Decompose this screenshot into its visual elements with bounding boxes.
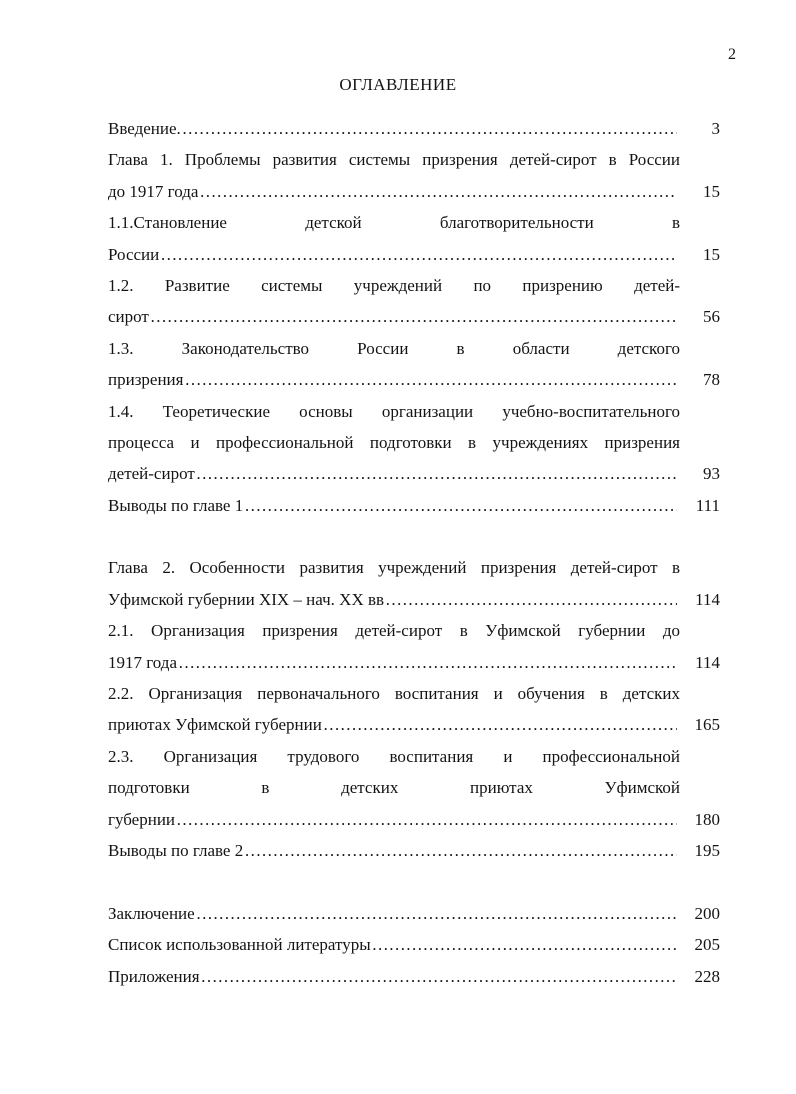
toc-entry-label: подготовки в детских приютах Уфимской (108, 778, 680, 798)
dot-leader (244, 835, 677, 866)
toc-section-1-3-cont[interactable] (108, 364, 720, 395)
dot-leader (244, 490, 677, 521)
toc-page-number: 114 (695, 652, 720, 672)
dot-leader (323, 709, 677, 740)
toc-chapter-1-conclusions[interactable] (108, 490, 720, 521)
toc-section-1-4-cont[interactable] (108, 427, 720, 458)
toc-chapter-2-title[interactable] (108, 552, 720, 583)
toc-section-2-2-cont[interactable] (108, 709, 720, 740)
toc-section-2-3-cont2[interactable] (108, 804, 720, 835)
toc-entry-label: Выводы по главе 1 (108, 495, 244, 515)
dot-leader (196, 458, 677, 489)
toc-page-number: 205 (694, 935, 720, 955)
dot-leader (160, 239, 677, 270)
toc-entry-label: 1.3. Законодательство России в области детского (108, 338, 680, 358)
toc-entry-label: Выводы по главе 2 (108, 840, 244, 860)
toc-chapter-2-conclusions[interactable] (108, 835, 720, 866)
toc-page-number: 3 (711, 119, 720, 138)
dot-leader (199, 176, 677, 207)
dot-leader (196, 898, 677, 929)
page-number: 2 (728, 46, 736, 63)
dot-leader (176, 804, 677, 835)
toc-chapter-1-title-cont[interactable] (108, 176, 720, 207)
toc-page-number: 165 (694, 715, 720, 735)
toc-section-1-2[interactable] (108, 270, 720, 301)
table-of-contents (108, 113, 720, 992)
toc-entry-label: 1917 года (108, 652, 178, 672)
toc-entry-label: до 1917 года (108, 181, 199, 201)
toc-entry-label: Заключение (108, 903, 195, 923)
toc-entry-label: 2.1. Организация призрения детей-сирот в Уфимской губернии до (108, 621, 680, 641)
page-title: ОГЛАВЛЕНИЕ (339, 75, 457, 94)
toc-chapter-1-title[interactable] (108, 144, 720, 175)
toc-page-number: 200 (694, 903, 720, 923)
toc-page-number: 93 (703, 464, 720, 484)
toc-entry-label: Уфимской губернии XIX – нач. XX вв (108, 589, 385, 609)
spacer (108, 866, 720, 897)
toc-section-2-3-cont[interactable] (108, 772, 720, 803)
toc-section-2-2[interactable] (108, 678, 720, 709)
toc-entry-intro[interactable] (108, 113, 720, 144)
toc-entry-label: России (108, 244, 160, 264)
toc-entry-label: детей-сирот (108, 464, 195, 484)
toc-page-number: 228 (694, 966, 720, 986)
toc-entry-label: призрения (108, 370, 184, 390)
dot-leader (184, 364, 677, 395)
toc-entry-label: губернии (108, 809, 176, 829)
toc-entry-label: 1.2. Развитие системы учреждений по призрению детей- (108, 275, 680, 295)
toc-section-2-1-cont[interactable] (108, 647, 720, 678)
toc-page-number: 180 (694, 809, 720, 829)
toc-section-1-1-cont[interactable] (108, 239, 720, 270)
toc-entry-label: 1.1.Становление детской благотворительности в (108, 213, 680, 233)
toc-section-2-3[interactable] (108, 741, 720, 772)
toc-entry-label: Введение. (108, 119, 181, 138)
dot-leader (372, 929, 677, 960)
toc-entry-label: Глава 1. Проблемы развития системы призрения детей-сирот в России (108, 150, 680, 170)
dot-leader (385, 584, 677, 615)
toc-entry-label: процесса и профессиональной подготовки в учреждениях призрения (108, 432, 680, 452)
toc-page-number: 111 (695, 495, 720, 515)
toc-entry-label: приютах Уфимской губернии (108, 715, 322, 735)
dot-leader (201, 961, 677, 992)
toc-entry-conclusion[interactable] (108, 898, 720, 929)
toc-page-number: 15 (703, 181, 720, 201)
dot-leader (150, 301, 677, 332)
toc-page-number: 56 (703, 307, 720, 327)
toc-entry-label: 2.2. Организация первоначального воспитания и обучения в детских (108, 684, 680, 704)
toc-entry-label: Список использованной литературы (108, 935, 371, 955)
toc-entry-label: сирот (108, 307, 149, 327)
toc-entry-label: 2.3. Организация трудового воспитания и профессиональной (108, 746, 680, 766)
toc-chapter-2-title-cont[interactable] (108, 584, 720, 615)
toc-entry-label: 1.4. Теоретические основы организации учебно-воспитательного (108, 401, 680, 421)
toc-section-1-1[interactable] (108, 207, 720, 238)
toc-section-1-4[interactable] (108, 396, 720, 427)
toc-section-1-3[interactable] (108, 333, 720, 364)
toc-page-number: 114 (695, 589, 720, 609)
toc-page-number: 195 (694, 840, 720, 860)
toc-entry-label: Приложения (108, 966, 200, 986)
toc-page-number: 15 (703, 244, 720, 264)
toc-section-2-1[interactable] (108, 615, 720, 646)
toc-section-1-2-cont[interactable] (108, 301, 720, 332)
toc-entry-label: Глава 2. Особенности развития учреждений призрения детей-сирот в (108, 558, 680, 578)
toc-entry-references[interactable] (108, 929, 720, 960)
dot-leader (182, 113, 677, 144)
toc-entry-appendices[interactable] (108, 961, 720, 992)
dot-leader (178, 647, 677, 678)
toc-section-1-4-cont2[interactable] (108, 458, 720, 489)
toc-page-number: 78 (703, 370, 720, 390)
spacer (108, 521, 720, 552)
